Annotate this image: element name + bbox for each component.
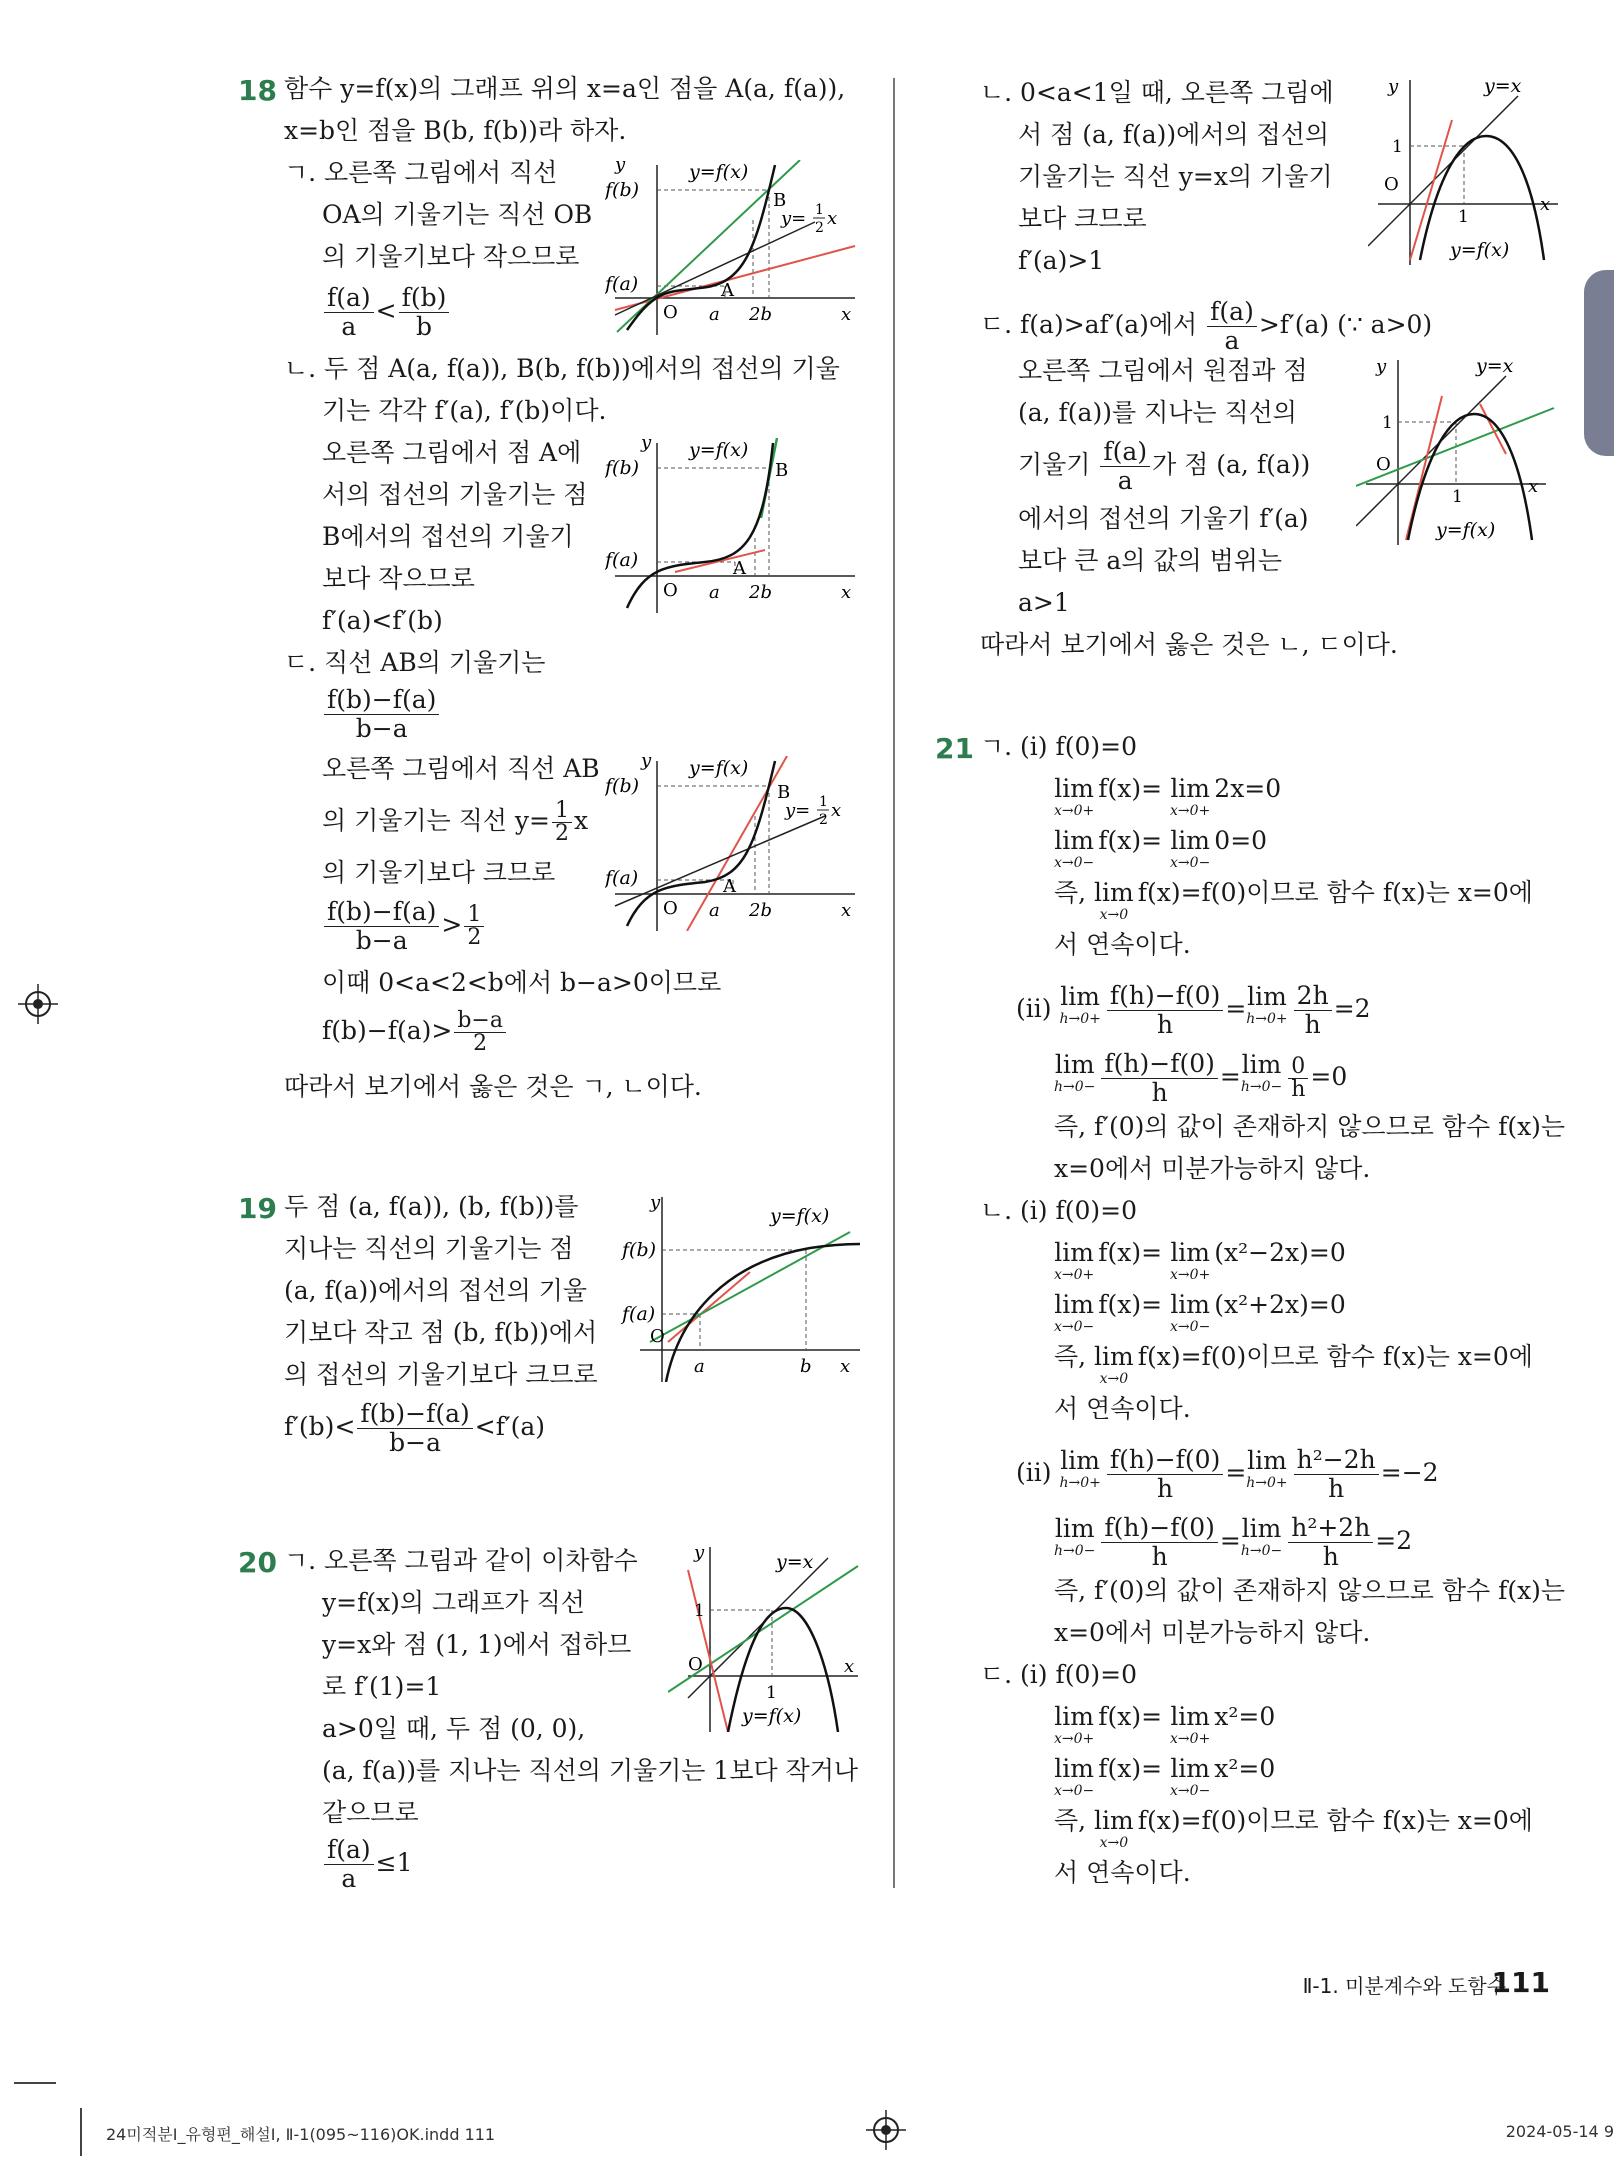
problem-number-18: 18: [238, 74, 277, 107]
line-half-x: [615, 222, 815, 315]
lim-word: lim: [1054, 826, 1094, 855]
frac-den: 2: [554, 821, 569, 846]
lim-sub: h→0+: [1059, 1011, 1101, 1027]
text: <f′(a): [474, 1412, 546, 1441]
half-x-label: x: [827, 208, 838, 229]
tick-a: a: [694, 1356, 705, 1377]
p21-g-conclusion-2: x=0에서 미분가능하지 않다.: [1054, 1154, 1371, 1183]
p20-g-line7: 같으므로: [322, 1798, 419, 1827]
eq: =: [1219, 1526, 1241, 1555]
fx-label: y=f(x): [689, 161, 749, 183]
p21-n-conclusion-1: 즉, f′(0)의 값이 존재하지 않으므로 함수 f(x)는: [1054, 1576, 1566, 1605]
chapter-label: Ⅱ-1. 미분계수와 도함수: [1302, 1974, 1506, 1998]
p21-n-i: ㄴ. (ⅰ) f(0)=0: [980, 1196, 1138, 1225]
lim-word: lim: [1241, 1050, 1282, 1079]
red-tangent: [675, 550, 765, 572]
one-x-label: 1: [1452, 487, 1463, 507]
p21-g-i: ㄱ. (ⅰ) f(0)=0: [980, 732, 1138, 761]
lim-sub: x→0−: [1054, 1783, 1095, 1799]
tick-b: b: [800, 1356, 812, 1377]
y-label: y: [694, 1542, 705, 1563]
tick-2b: 2b: [749, 304, 772, 325]
p18-n-line5: B에서의 접선의 기울기: [322, 522, 574, 551]
text: >f′(a) (∵ a>0): [1258, 310, 1433, 339]
text: (x²+2x)=0: [1214, 1290, 1346, 1319]
frac-den: h: [1151, 1542, 1168, 1571]
text: f(x)=: [1098, 1238, 1171, 1267]
p20-g-inequality: [322, 1836, 413, 1893]
graph-19: [610, 1192, 870, 1382]
text: 즉,: [1054, 1806, 1095, 1835]
problem-number-20: 20: [238, 1546, 277, 1579]
p21-d-lim-left: [1054, 1754, 1275, 1798]
frac-den: h: [1151, 1078, 1168, 1107]
lim-word: lim: [1054, 1754, 1094, 1783]
p18-d-line1: ㄷ. 직선 AB의 기울기는: [284, 648, 546, 677]
yx-label: y=x: [1476, 355, 1514, 377]
y-label: y: [650, 1192, 661, 1213]
p20-conclusion: 따라서 보기에서 옳은 것은 ㄴ, ㄷ이다.: [980, 630, 1398, 659]
p18-intro-line2: x=b인 점을 B(b, f(b))라 하자.: [284, 116, 627, 145]
x-label: x: [841, 304, 852, 325]
p21-g-lim-left: [1054, 826, 1267, 870]
lim-word: lim: [1247, 1446, 1287, 1475]
half-den: 2: [819, 812, 828, 828]
fb-label: f(b): [605, 457, 640, 479]
frac-num: f(h)−f(0): [1101, 1514, 1217, 1543]
frac-num: f(a): [1100, 438, 1150, 467]
lim-word: lim: [1054, 1050, 1095, 1079]
lim-word: lim: [1247, 982, 1287, 1011]
line-half-x: [615, 816, 825, 906]
frac-num: f(a): [1207, 298, 1257, 327]
lim-sub: x→0+: [1170, 803, 1211, 819]
frac-num: h²−2h: [1294, 1446, 1379, 1475]
one-x-label: 1: [1458, 207, 1469, 227]
print-date: 2024-05-14 9: [1505, 2122, 1614, 2141]
p21-g-conclusion-1: 즉, f′(0)의 값이 존재하지 않으므로 함수 f(x)는: [1054, 1112, 1566, 1141]
point-a-label: A: [723, 876, 736, 897]
lim-word: lim: [1170, 1290, 1211, 1319]
frac-num: f(b)−f(a): [357, 1400, 472, 1429]
tick-2b: 2b: [749, 900, 772, 921]
frac-num: b−a: [454, 1010, 506, 1033]
graph-18-3: [605, 756, 865, 931]
half-num: 1: [815, 202, 824, 218]
p20-d-line3: (a, f(a))를 지나는 직선의: [1018, 398, 1297, 427]
text: f(b)−f(a)>: [322, 1016, 453, 1045]
p18-n-line2: 기는 각각 f′(a), f′(b)이다.: [322, 396, 607, 425]
lim-sub: x→0−: [1054, 855, 1095, 871]
lim-sub: x→0: [1099, 907, 1129, 923]
lim-word: lim: [1170, 1238, 1211, 1267]
half-x-label: x: [831, 800, 842, 821]
frac-den: 2: [467, 925, 482, 950]
p20-d-line5: 에서의 접선의 기울기 f′(a): [1018, 504, 1309, 533]
frac-den: h: [1291, 1077, 1306, 1102]
p20-n-line5: f′(a)>1: [1018, 246, 1105, 275]
frac-num: f(h)−f(0): [1107, 982, 1223, 1011]
text: 가 점 (a, f(a)): [1152, 450, 1311, 479]
text: =2: [1375, 1526, 1413, 1555]
p20-n-line1: ㄴ. 0<a<1일 때, 오른쪽 그림에: [980, 78, 1334, 107]
text: x²=0: [1214, 1754, 1276, 1783]
fx-label: y=f(x): [770, 1205, 830, 1227]
text: f(x)=: [1098, 1754, 1171, 1783]
frac-den: b−a: [355, 714, 408, 743]
text: f(x)=: [1098, 1702, 1171, 1731]
origin-label: O: [688, 1654, 703, 1675]
p18-n-line3: 오른쪽 그림에서 점 A에: [322, 438, 582, 467]
lim-sub: h→0−: [1240, 1543, 1283, 1559]
column-divider: [893, 78, 895, 1888]
text: (ⅱ): [1016, 994, 1060, 1023]
p20-g-line5: a>0일 때, 두 점 (0, 0),: [322, 1714, 586, 1743]
lim-word: lim: [1054, 774, 1094, 803]
p18-d-line3: 오른쪽 그림에서 직선 AB: [322, 754, 600, 783]
frac-den: h: [1304, 1010, 1321, 1039]
origin-label: O: [1376, 454, 1391, 475]
text: 0=0: [1214, 826, 1268, 855]
one-y-label: 1: [1382, 413, 1393, 433]
text: f(x)=: [1098, 774, 1171, 803]
p20-d-line1: [980, 298, 1432, 355]
fa-label: f(a): [605, 549, 639, 571]
p21-d-continuity-2: 서 연속이다.: [1054, 1858, 1191, 1887]
tick-a: a: [709, 900, 720, 921]
text: 의 기울기는 직선 y=: [322, 806, 550, 835]
p21-n-derivative-right: [1016, 1446, 1439, 1503]
p19-line3: (a, f(a))에서의 접선의 기울: [284, 1276, 588, 1305]
lim-word: lim: [1170, 774, 1211, 803]
origin-label: O: [663, 580, 678, 601]
p19-line2: 지나는 직선의 기울기는 점: [284, 1234, 574, 1263]
lim-word: lim: [1054, 1702, 1094, 1731]
p18-conclusion: 따라서 보기에서 옳은 것은 ㄱ, ㄴ이다.: [284, 1072, 702, 1101]
text: ≤1: [375, 1848, 413, 1877]
lim-word: lim: [1054, 1290, 1094, 1319]
line-y-eq-x: [688, 1558, 828, 1698]
half-den: 2: [815, 220, 824, 236]
frac-num: 2h: [1294, 982, 1332, 1011]
y-label: y: [641, 438, 652, 453]
lim-sub: x→0+: [1054, 1267, 1095, 1283]
p19-line5: 의 접선의 기울기보다 크므로: [284, 1360, 598, 1389]
lim-word: lim: [1060, 1446, 1100, 1475]
x-label: x: [1540, 194, 1551, 215]
fb-label: f(b): [622, 1239, 657, 1261]
lim-word: lim: [1054, 1238, 1094, 1267]
fb-label: f(b): [605, 775, 640, 797]
text: f(x)=: [1098, 1290, 1171, 1319]
lim-sub: x→0−: [1170, 855, 1211, 871]
p21-g-continuity: [1054, 878, 1533, 922]
side-tab: [1584, 270, 1614, 456]
lim-word: lim: [1060, 982, 1100, 1011]
red-tangent: [668, 1272, 750, 1342]
fb-label: f(b): [605, 179, 640, 201]
print-file-info: 24미적분Ⅰ_유형편_해설Ⅰ, Ⅱ-1(095~116)OK.indd 111: [106, 2125, 496, 2144]
p18-g-line1: ㄱ. 오른쪽 그림에서 직선: [284, 158, 558, 187]
p20-n-line2: 서 점 (a, f(a))에서의 접선의: [1018, 120, 1330, 149]
half-y-label: y=: [781, 208, 807, 229]
frac-num: f(h)−f(0): [1107, 1446, 1223, 1475]
point-b-label: B: [773, 190, 787, 211]
p20-g-line2: y=f(x)의 그래프가 직선: [322, 1588, 585, 1617]
frac-num: 1: [464, 904, 484, 927]
fx-label: y=f(x): [1436, 519, 1496, 541]
y-label: y: [1376, 356, 1387, 377]
lim-sub: x→0: [1099, 1835, 1129, 1851]
text: =−2: [1380, 1458, 1439, 1487]
text: =0: [1310, 1062, 1348, 1091]
x-label: x: [840, 1356, 851, 1377]
frac-num: f(b)−f(a): [324, 686, 439, 715]
p20-g-line4: 로 f′(1)=1: [322, 1672, 442, 1701]
p19-line4: 기보다 작고 점 (b, f(b))에서: [284, 1318, 598, 1347]
p18-d-line5: 의 기울기보다 크므로: [322, 858, 556, 887]
frac-num: f(a): [324, 1836, 374, 1865]
op: >: [441, 910, 463, 939]
frac-den: b: [416, 312, 433, 341]
graph-18-2: [605, 438, 865, 613]
p20-d-line2: 오른쪽 그림에서 원점과 점: [1018, 356, 1308, 385]
frac-den: a: [341, 1864, 357, 1893]
p18-g-inequality: [322, 284, 451, 341]
text: f(x)=f(0)이므로 함수 f(x)는 x=0에: [1137, 1342, 1533, 1371]
frac-den: a: [341, 312, 357, 341]
frac-den: 2: [473, 1031, 488, 1056]
text: f(x)=f(0)이므로 함수 f(x)는 x=0에: [1137, 878, 1533, 907]
point-a-label: A: [721, 280, 734, 301]
p21-d-i: ㄷ. (ⅰ) f(0)=0: [980, 1660, 1138, 1689]
p20-d-line6: 보다 큰 a의 값의 범위는: [1018, 546, 1283, 575]
lim-word: lim: [1170, 1754, 1211, 1783]
tick-a: a: [709, 582, 720, 603]
p20-n-line4: 보다 크므로: [1018, 204, 1147, 233]
registration-mark-icon: [18, 984, 58, 1024]
graph-20-2: [1368, 70, 1568, 270]
p21-n-lim-left: [1054, 1290, 1346, 1334]
lim-sub: x→0: [1099, 1371, 1129, 1387]
p21-n-continuity: [1054, 1342, 1533, 1386]
p21-g-derivative-left: [1054, 1050, 1347, 1107]
lim-sub: x→0+: [1054, 803, 1095, 819]
lim-sub: x→0−: [1054, 1319, 1095, 1335]
y-label: y: [641, 756, 652, 771]
p21-d-lim-right: [1054, 1702, 1275, 1746]
p20-g-line1: ㄱ. 오른쪽 그림과 같이 이차함수: [284, 1546, 638, 1575]
y-label: y: [1388, 76, 1399, 97]
y-label: y: [615, 160, 626, 175]
point-a-label: A: [733, 558, 746, 579]
text: 기울기: [1018, 450, 1099, 479]
frac-den: h: [1157, 1474, 1174, 1503]
x-label: x: [1528, 476, 1539, 497]
p19-line1: 두 점 (a, f(a)), (b, f(b))를: [284, 1192, 579, 1221]
lim-word: lim: [1170, 826, 1211, 855]
p20-d-line7: a>1: [1018, 588, 1070, 617]
lim-sub: x→0+: [1170, 1731, 1211, 1747]
origin-label: O: [650, 1326, 665, 1347]
text: 2x=0: [1214, 774, 1282, 803]
page-number: 111: [1491, 1966, 1550, 1999]
p21-n-continuity-2: 서 연속이다.: [1054, 1394, 1191, 1423]
x-label: x: [841, 900, 852, 921]
graph-18-1: [605, 160, 865, 335]
point-b-label: B: [775, 460, 789, 481]
eq: =: [1225, 1458, 1247, 1487]
frac-num: 1: [552, 800, 572, 823]
frac-den: b−a: [355, 926, 408, 955]
frac-den: a: [1224, 326, 1240, 355]
lim-sub: x→0−: [1170, 1783, 1211, 1799]
p18-d-line4: [322, 800, 588, 845]
frac-den: a: [1117, 466, 1133, 495]
p18-d-slope-fraction: [322, 686, 441, 743]
frac-num: 0: [1288, 1056, 1308, 1079]
text: (x²−2x)=0: [1214, 1238, 1346, 1267]
lim-sub: h→0+: [1246, 1475, 1288, 1491]
red-tangent: [1410, 120, 1452, 260]
frac-num: f(b)−f(a): [324, 898, 439, 927]
crop-mark: [14, 2082, 56, 2084]
op: <: [375, 296, 397, 325]
problem-number-21: 21: [935, 732, 974, 765]
registration-mark-icon: [866, 2110, 906, 2150]
one-y-label: 1: [1392, 137, 1403, 157]
eq: =: [1225, 994, 1247, 1023]
p18-g-line3: 의 기울기보다 작으므로: [322, 242, 580, 271]
frac-num: f(b): [399, 284, 450, 313]
red-line-ab: [687, 756, 787, 931]
half-y-label: y=: [785, 800, 811, 821]
lim-sub: h→0−: [1240, 1079, 1283, 1095]
frac-den: h: [1328, 1474, 1345, 1503]
text: ㄷ. f(a)>af′(a)에서: [980, 310, 1206, 339]
yx-label: y=x: [776, 1551, 814, 1573]
frac-num: h²+2h: [1288, 1514, 1373, 1543]
text: (ⅱ): [1016, 1458, 1060, 1487]
tick-a: a: [709, 304, 720, 325]
point-b-label: B: [777, 782, 791, 803]
eq: =: [1219, 1062, 1241, 1091]
lim-word: lim: [1094, 1342, 1134, 1371]
frac-den: h: [1322, 1542, 1339, 1571]
lim-word: lim: [1170, 1702, 1211, 1731]
p21-n-lim-right: [1054, 1238, 1346, 1282]
p20-n-line3: 기울기는 직선 y=x의 기울기: [1018, 162, 1333, 191]
p18-intro-line1: 함수 y=f(x)의 그래프 위의 x=a인 점을 A(a, f(a)),: [284, 74, 846, 103]
p21-n-derivative-left: [1054, 1514, 1412, 1571]
origin-label: O: [663, 302, 678, 323]
origin-label: O: [1384, 174, 1399, 195]
p21-d-continuity: [1054, 1806, 1533, 1850]
text: 즉,: [1054, 878, 1095, 907]
crop-mark: [80, 2108, 82, 2156]
problem-number-19: 19: [238, 1192, 277, 1225]
frac-num: f(h)−f(0): [1101, 1050, 1217, 1079]
graph-20-1: [668, 1542, 868, 1732]
green-secant: [650, 1232, 850, 1342]
origin-label: O: [663, 898, 678, 919]
lim-word: lim: [1241, 1514, 1282, 1543]
tick-2b: 2b: [749, 582, 772, 603]
fa-label: f(a): [605, 273, 639, 295]
p21-n-conclusion-2: x=0에서 미분가능하지 않다.: [1054, 1618, 1371, 1647]
text: f(x)=f(0)이므로 함수 f(x)는 x=0에: [1137, 1806, 1533, 1835]
fx-label: y=f(x): [689, 439, 749, 461]
text: 즉,: [1054, 1342, 1095, 1371]
p18-d-inequality: [322, 898, 486, 955]
p18-g-line2: OA의 기울기는 직선 OB: [322, 200, 593, 229]
p21-g-lim-right: [1054, 774, 1281, 818]
p18-n-line4: 서의 접선의 기울기는 점: [322, 480, 588, 509]
p18-n-line6: 보다 작으므로: [322, 564, 475, 593]
p18-d-line8: [322, 1010, 508, 1055]
x-label: x: [841, 582, 852, 603]
red-line: [688, 1570, 728, 1732]
one-x-label: 1: [766, 1683, 777, 1703]
lim-word: lim: [1094, 1806, 1134, 1835]
p18-n-line1: ㄴ. 두 점 A(a, f(a)), B(b, f(b))에서의 접선의 기울: [284, 354, 840, 383]
text: =2: [1333, 994, 1371, 1023]
fx-label: y=f(x): [1450, 239, 1510, 261]
lim-sub: x→0+: [1170, 1267, 1211, 1283]
lim-sub: h→0−: [1054, 1079, 1096, 1095]
one-y-label: 1: [694, 1601, 705, 1621]
p18-d-line7: 이때 0<a<2<b에서 b−a>0이므로: [322, 968, 722, 997]
text: f′(b)<: [284, 1412, 356, 1441]
p20-d-line4: [1018, 438, 1310, 495]
p20-g-line6: (a, f(a))를 지나는 직선의 기울기는 1보다 작거나: [322, 1756, 859, 1785]
fa-label: f(a): [605, 867, 639, 889]
p21-g-derivative-right: [1016, 982, 1371, 1039]
p20-g-line3: y=x와 점 (1, 1)에서 접하므: [322, 1630, 632, 1659]
line-y-eq-x: [1356, 376, 1506, 526]
fx-label: y=f(x): [742, 1705, 802, 1727]
fa-label: f(a): [622, 1303, 656, 1325]
frac-num: f(a): [324, 284, 374, 313]
lim-sub: x→0+: [1054, 1731, 1095, 1747]
line-y-eq-x: [1368, 96, 1518, 246]
p18-n-line7: f′(a)<f′(b): [322, 606, 443, 635]
graph-20-3: [1356, 350, 1556, 550]
lim-word: lim: [1094, 878, 1134, 907]
frac-den: b−a: [389, 1428, 441, 1457]
lim-sub: h→0+: [1059, 1475, 1101, 1491]
lim-sub: h→0−: [1054, 1543, 1096, 1559]
x-label: x: [844, 1656, 855, 1677]
p19-inequality: [284, 1400, 545, 1457]
text: f(x)=: [1098, 826, 1171, 855]
half-num: 1: [819, 794, 828, 810]
lim-sub: x→0−: [1170, 1319, 1211, 1335]
frac-den: h: [1157, 1010, 1174, 1039]
lim-word: lim: [1054, 1514, 1095, 1543]
p21-g-continuity-2: 서 연속이다.: [1054, 930, 1191, 959]
yx-label: y=x: [1484, 75, 1522, 97]
text: x: [573, 806, 589, 835]
text: x²=0: [1214, 1702, 1276, 1731]
lim-sub: h→0+: [1246, 1011, 1288, 1027]
fx-label: y=f(x): [689, 757, 749, 779]
